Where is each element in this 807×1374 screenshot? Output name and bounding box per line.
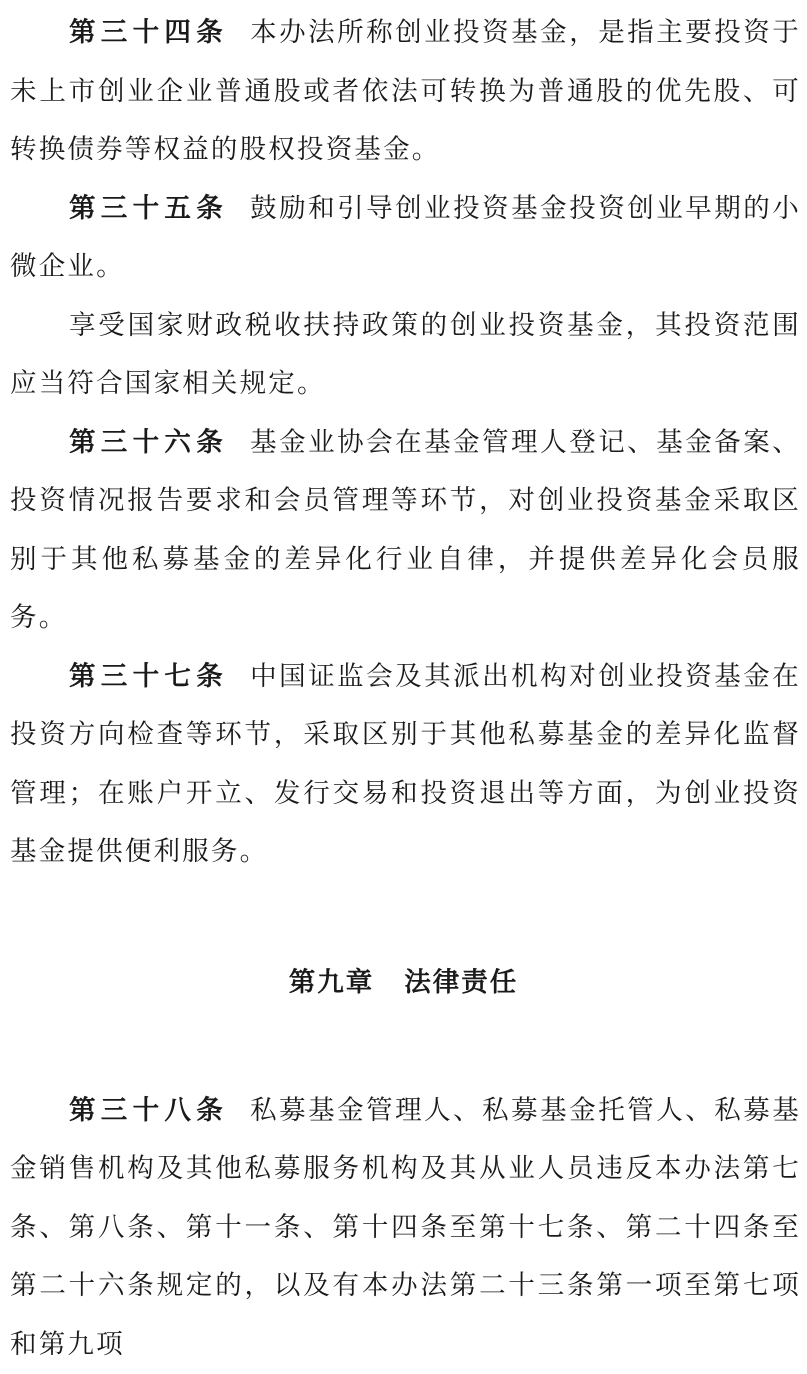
article-label: 第三十六条 bbox=[69, 427, 228, 458]
article-35 bbox=[0, 180, 807, 297]
article-36 bbox=[0, 414, 807, 648]
chapter-number: 第九章 bbox=[289, 967, 375, 998]
article-text: 中国证监会及其派出机构对创业投资基金在投资方向检查等环节，采取区别于其他私募基金的差异化监督管理；在账户开立、发行交易和投资退出等方面，为创业投资基金提供便利服务。 bbox=[10, 661, 801, 868]
article-text: 享受国家财政税收扶持政策的创业投资基金，其投资范围应当符合国家相关规定。 bbox=[10, 310, 801, 400]
chapter-heading bbox=[0, 882, 807, 1082]
article-38 bbox=[0, 1082, 807, 1374]
article-34 bbox=[0, 4, 807, 180]
chapter-title: 法律责任 bbox=[404, 967, 518, 998]
article-text: 鼓励和引导创业投资基金投资创业早期的小微企业。 bbox=[10, 193, 801, 283]
article-text: 基金业协会在基金管理人登记、基金备案、投资情况报告要求和会员管理等环节，对创业投资基金采取区别于其他私募基金的差异化行业自律，并提供差异化会员服务。 bbox=[10, 427, 801, 634]
article-35-paragraph-2 bbox=[0, 297, 807, 414]
article-label: 第三十五条 bbox=[69, 193, 228, 224]
article-label: 第三十八条 bbox=[69, 1095, 228, 1126]
article-37 bbox=[0, 648, 807, 882]
article-label: 第三十七条 bbox=[69, 661, 228, 692]
article-text: 私募基金管理人、私募基金托管人、私募基金销售机构及其他私募服务机构及其从业人员违反本办法第七条、第八条、第十一条、第十四条至第十七条、第二十四条至第二十六条规定的，以及有本办法第二十三条第一项至第七项和第九项 bbox=[10, 1095, 801, 1360]
article-label: 第三十四条 bbox=[69, 17, 228, 48]
articles-after bbox=[0, 1082, 807, 1374]
article-text: 本办法所称创业投资基金，是指主要投资于未上市创业企业普通股或者依法可转换为普通股的优先股、可转换债券等权益的股权投资基金。 bbox=[10, 17, 801, 165]
